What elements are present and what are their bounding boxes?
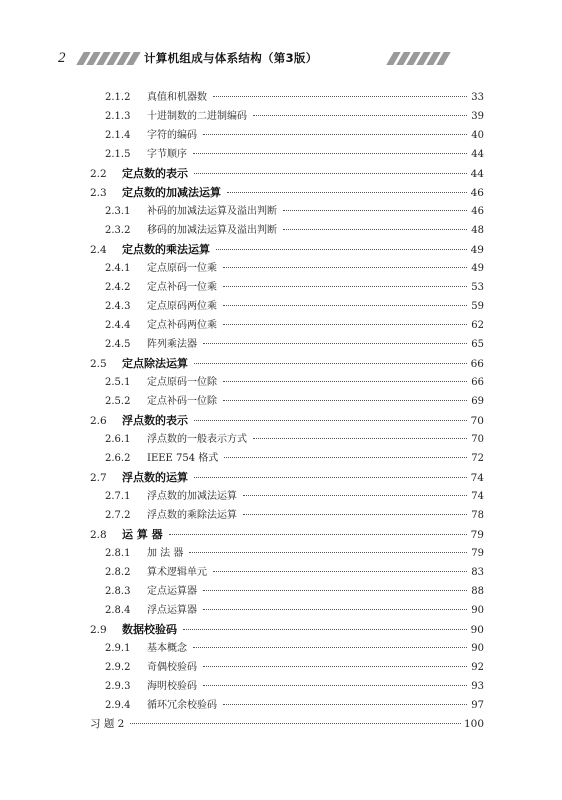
toc-entry-title: 算术逻辑单元 bbox=[147, 567, 207, 578]
toc-entry-title: 定点补码一位乘 bbox=[147, 282, 217, 293]
toc-entry-title: 浮点数的乘除法运算 bbox=[147, 510, 237, 521]
toc-section-entry[interactable] bbox=[90, 620, 484, 639]
toc-entry-number: 2.9 bbox=[90, 624, 107, 636]
toc-entry-title: 定点原码两位乘 bbox=[147, 301, 217, 312]
toc-subsection-entry[interactable] bbox=[90, 335, 484, 354]
toc-subsection-entry[interactable] bbox=[90, 373, 484, 392]
toc-entry-number: 2.4.1 bbox=[105, 263, 131, 274]
toc-entry-page: 90 bbox=[470, 624, 484, 636]
toc-entry-page: 79 bbox=[471, 548, 484, 559]
toc-entry-page: 83 bbox=[471, 567, 484, 578]
toc-subsection-entry[interactable] bbox=[90, 88, 484, 107]
toc-entry-title: 定点原码一位除 bbox=[147, 377, 217, 388]
toc-entry-number: 2.4.2 bbox=[105, 282, 131, 293]
book-title: 计算机组成与体系结构（第3版） bbox=[144, 51, 318, 65]
toc-entry-title: IEEE 754 格式 bbox=[147, 453, 219, 464]
toc-entry-number: 2.8.1 bbox=[105, 548, 131, 559]
toc-entry-title: 习 题 2 bbox=[90, 718, 125, 730]
toc-section-entry[interactable] bbox=[90, 468, 484, 487]
dot-leader bbox=[189, 551, 467, 553]
toc-entry-number: 2.4 bbox=[90, 244, 107, 256]
toc-subsection-entry[interactable] bbox=[90, 658, 484, 677]
toc-entry-page: 74 bbox=[470, 472, 484, 484]
toc-entry-title: 移码的加减法运算及溢出判断 bbox=[147, 225, 277, 236]
toc-entry-title: 浮点数的表示 bbox=[122, 414, 188, 427]
toc-subsection-entry[interactable] bbox=[90, 639, 484, 658]
toc-subsection-entry[interactable] bbox=[90, 544, 484, 563]
toc-entry-title: 定点运算器 bbox=[147, 586, 197, 597]
toc-entry-number: 2.2 bbox=[90, 168, 107, 180]
toc-entry-number: 2.7.2 bbox=[105, 510, 131, 521]
toc-section-entry[interactable] bbox=[90, 354, 484, 373]
dot-leader bbox=[283, 228, 467, 230]
toc-subsection-entry[interactable] bbox=[90, 145, 484, 164]
toc-entry-title: 阵列乘法器 bbox=[147, 339, 197, 350]
toc-entry-title: 浮点运算器 bbox=[147, 605, 197, 616]
dot-leader bbox=[203, 665, 467, 667]
toc-entry-number: 2.9.4 bbox=[105, 700, 131, 711]
dot-leader bbox=[223, 323, 467, 325]
toc-entry-title: 数据校验码 bbox=[122, 623, 177, 636]
dot-leader bbox=[243, 494, 467, 496]
toc-section-entry[interactable] bbox=[90, 411, 484, 430]
dot-leader bbox=[243, 513, 467, 515]
toc-entry-page: 44 bbox=[471, 149, 484, 160]
toc-entry-page: 59 bbox=[471, 301, 484, 312]
toc-entry-number: 2.5 bbox=[90, 358, 107, 370]
toc-entry-page: 70 bbox=[470, 415, 484, 427]
toc-entry-page: 49 bbox=[470, 244, 484, 256]
toc-entry-number: 2.4.5 bbox=[105, 339, 131, 350]
dot-leader bbox=[194, 362, 467, 364]
dot-leader bbox=[203, 342, 467, 344]
toc-entry-page: 74 bbox=[471, 491, 484, 502]
toc-entry-number: 2.6 bbox=[90, 415, 107, 427]
dot-leader bbox=[227, 191, 467, 193]
dot-leader bbox=[194, 476, 467, 478]
toc-entry-page: 44 bbox=[470, 168, 484, 180]
toc-entry-number: 2.3.1 bbox=[105, 206, 131, 217]
toc-section-entry[interactable] bbox=[90, 525, 484, 544]
toc-entry-number: 2.8 bbox=[90, 529, 107, 541]
page-number: 2 bbox=[58, 50, 66, 66]
dot-leader bbox=[213, 95, 467, 97]
dot-leader bbox=[216, 248, 467, 250]
toc-subsection-entry[interactable] bbox=[90, 487, 484, 506]
dot-leader bbox=[223, 399, 467, 401]
toc-entry-page: 88 bbox=[471, 586, 484, 597]
dot-leader bbox=[203, 133, 467, 135]
toc-subsection-entry[interactable] bbox=[90, 202, 484, 221]
toc-entry-page: 48 bbox=[471, 225, 484, 236]
dot-leader bbox=[203, 589, 467, 591]
dot-leader bbox=[183, 628, 467, 630]
toc-entry-number: 2.4.4 bbox=[105, 320, 131, 331]
dot-leader bbox=[213, 570, 467, 572]
toc-entry-title: 奇偶校验码 bbox=[147, 662, 197, 673]
dot-leader bbox=[224, 456, 467, 458]
toc-entry-title: 基本概念 bbox=[147, 643, 187, 654]
toc-entry-page: 78 bbox=[471, 510, 484, 521]
toc-subsection-entry[interactable] bbox=[90, 297, 484, 316]
toc-subsection-entry[interactable] bbox=[90, 126, 484, 145]
toc-entry-page: 62 bbox=[471, 320, 484, 331]
toc-subsection-entry[interactable] bbox=[90, 430, 484, 449]
toc-entry-number: 2.9.1 bbox=[105, 643, 131, 654]
toc-entry-number: 2.8.4 bbox=[105, 605, 131, 616]
dot-leader bbox=[223, 703, 467, 705]
toc-entry-title: 字符的编码 bbox=[147, 130, 197, 141]
running-header bbox=[80, 50, 490, 68]
toc-subsection-entry[interactable] bbox=[90, 582, 484, 601]
dot-leader bbox=[193, 152, 467, 154]
toc-entry-number: 2.7.1 bbox=[105, 491, 131, 502]
toc-entry-title: 海明校验码 bbox=[147, 681, 197, 692]
header-stripes-left bbox=[80, 52, 137, 66]
toc-exercises-entry[interactable] bbox=[88, 715, 484, 734]
toc-entry-page: 69 bbox=[471, 396, 484, 407]
dot-leader bbox=[203, 608, 467, 610]
toc-entry-number: 2.7 bbox=[90, 472, 107, 484]
toc-entry-title: 定点原码一位乘 bbox=[147, 263, 217, 274]
dot-leader bbox=[223, 304, 467, 306]
toc-entry-number: 2.9.3 bbox=[105, 681, 131, 692]
toc-entry-page: 40 bbox=[471, 130, 484, 141]
toc-entry-title: 加 法 器 bbox=[147, 548, 184, 559]
toc-entry-page: 97 bbox=[471, 700, 484, 711]
dot-leader bbox=[253, 437, 467, 439]
toc-entry-page: 39 bbox=[471, 111, 484, 122]
toc-entry-title: 定点补码两位乘 bbox=[147, 320, 217, 331]
toc-entry-title: 补码的加减法运算及溢出判断 bbox=[147, 206, 277, 217]
toc-entry-page: 93 bbox=[471, 681, 484, 692]
dot-leader bbox=[193, 646, 467, 648]
toc-entry-page: 72 bbox=[471, 453, 484, 464]
toc-entry-title: 定点除法运算 bbox=[122, 357, 188, 370]
toc-section-entry[interactable] bbox=[90, 183, 484, 202]
toc-section-entry[interactable] bbox=[90, 240, 484, 259]
toc-entry-page: 70 bbox=[471, 434, 484, 445]
toc-entry-page: 46 bbox=[470, 187, 484, 199]
toc-entry-number: 2.3 bbox=[90, 187, 107, 199]
dot-leader bbox=[253, 114, 467, 116]
toc-entry-title: 定点数的加减法运算 bbox=[122, 186, 221, 199]
dot-leader bbox=[130, 722, 461, 724]
toc-entry-number: 2.1.4 bbox=[105, 130, 131, 141]
toc-entry-title: 真值和机器数 bbox=[147, 92, 207, 103]
toc-entry-number: 2.6.2 bbox=[105, 453, 131, 464]
toc-subsection-entry[interactable] bbox=[90, 563, 484, 582]
toc-subsection-entry[interactable] bbox=[90, 506, 484, 525]
toc-entry-number: 2.1.2 bbox=[105, 92, 131, 103]
toc-entry-page: 33 bbox=[471, 92, 484, 103]
toc-entry-title: 运 算 器 bbox=[122, 528, 163, 541]
toc-entry-page: 100 bbox=[463, 718, 484, 730]
dot-leader bbox=[203, 684, 467, 686]
dot-leader bbox=[194, 172, 467, 174]
toc-entry-title: 浮点数的运算 bbox=[122, 471, 188, 484]
toc-subsection-entry[interactable] bbox=[90, 677, 484, 696]
dot-leader bbox=[223, 380, 467, 382]
toc-entry-title: 十进制数的二进制编码 bbox=[147, 111, 247, 122]
toc-entry-page: 90 bbox=[471, 605, 484, 616]
toc-entry-page: 66 bbox=[470, 358, 484, 370]
toc-entry-number: 2.4.3 bbox=[105, 301, 131, 312]
toc-entry-page: 79 bbox=[470, 529, 484, 541]
toc-subsection-entry[interactable] bbox=[90, 107, 484, 126]
toc-entry-number: 2.9.2 bbox=[105, 662, 131, 673]
toc-section-entry[interactable] bbox=[90, 164, 484, 183]
dot-leader bbox=[223, 285, 467, 287]
toc-entry-page: 92 bbox=[471, 662, 484, 673]
toc-entry-page: 49 bbox=[471, 263, 484, 274]
toc-subsection-entry[interactable] bbox=[90, 449, 484, 468]
toc-entry-page: 90 bbox=[471, 643, 484, 654]
toc-entry-title: 定点补码一位除 bbox=[147, 396, 217, 407]
toc-entry-title: 浮点数的加减法运算 bbox=[147, 491, 237, 502]
dot-leader bbox=[169, 533, 467, 535]
toc-entry-number: 2.8.2 bbox=[105, 567, 131, 578]
dot-leader bbox=[194, 419, 467, 421]
toc-entry-page: 46 bbox=[471, 206, 484, 217]
toc-subsection-entry[interactable] bbox=[90, 259, 484, 278]
toc-entry-number: 2.6.1 bbox=[105, 434, 131, 445]
toc-entry-number: 2.5.1 bbox=[105, 377, 131, 388]
toc-entry-title: 定点数的表示 bbox=[122, 167, 188, 180]
dot-leader bbox=[223, 266, 467, 268]
header-stripes-right bbox=[390, 52, 447, 66]
toc-entry-title: 定点数的乘法运算 bbox=[122, 243, 210, 256]
dot-leader bbox=[283, 209, 467, 211]
toc-subsection-entry[interactable] bbox=[90, 601, 484, 620]
toc-entry-page: 66 bbox=[471, 377, 484, 388]
toc-entry-number: 2.3.2 bbox=[105, 225, 131, 236]
toc-subsection-entry[interactable] bbox=[90, 392, 484, 411]
table-of-contents bbox=[90, 88, 484, 734]
toc-entry-title: 字节顺序 bbox=[147, 149, 187, 160]
toc-entry-number: 2.8.3 bbox=[105, 586, 131, 597]
toc-subsection-entry[interactable] bbox=[90, 278, 484, 297]
toc-entry-title: 循环冗余校验码 bbox=[147, 700, 217, 711]
toc-entry-page: 65 bbox=[471, 339, 484, 350]
toc-entry-number: 2.1.3 bbox=[105, 111, 131, 122]
toc-subsection-entry[interactable] bbox=[90, 316, 484, 335]
toc-entry-page: 53 bbox=[471, 282, 484, 293]
toc-subsection-entry[interactable] bbox=[90, 696, 484, 715]
toc-subsection-entry[interactable] bbox=[90, 221, 484, 240]
toc-entry-title: 浮点数的一般表示方式 bbox=[147, 434, 247, 445]
toc-entry-number: 2.1.5 bbox=[105, 149, 131, 160]
toc-entry-number: 2.5.2 bbox=[105, 396, 131, 407]
